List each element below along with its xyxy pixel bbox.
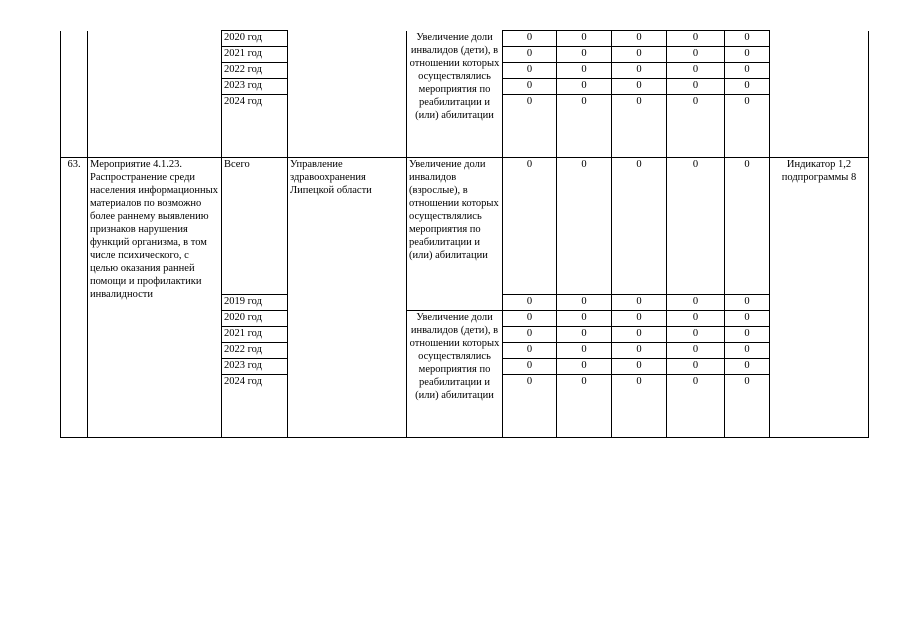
event-description: Мероприятие 4.1.23. Распространение среди населения информационных материалов по возможно более раннему выявлению признаков нарушения функций организма, в том числе психического, с целью оказания ранней помощи и профилактики инвалидности	[88, 158, 222, 438]
value-cell: 0	[612, 47, 667, 63]
value-cell: 0	[667, 47, 725, 63]
value-cell: 0	[503, 63, 557, 79]
table-row	[61, 158, 869, 295]
year-cell: 2024 год	[222, 95, 288, 158]
value-cell: 0	[725, 95, 770, 158]
value-cell: 0	[557, 327, 612, 343]
value-cell: 0	[725, 158, 770, 295]
value-cell: 0	[667, 311, 725, 327]
value-cell: 0	[667, 79, 725, 95]
indicator-adults: Увеличение доли инвалидов (взрослые), в отношении которых осуществлялись мероприятия по реабилитации и (или) абилитации	[407, 158, 503, 311]
value-cell: 0	[667, 375, 725, 438]
value-cell: 0	[503, 47, 557, 63]
value-cell: 0	[667, 359, 725, 375]
value-cell: 0	[725, 79, 770, 95]
value-cell: 0	[725, 63, 770, 79]
value-cell: 0	[612, 359, 667, 375]
value-cell: 0	[612, 343, 667, 359]
value-cell: 0	[667, 95, 725, 158]
value-cell: 0	[667, 63, 725, 79]
value-cell: 0	[612, 327, 667, 343]
indicator-children: Увеличение доли инвалидов (дети), в отношении которых осуществлялись мероприятия по реабилитации и (или) абилитации	[407, 311, 503, 438]
number-cell	[61, 31, 88, 158]
value-cell: 0	[612, 375, 667, 438]
value-cell: 0	[725, 47, 770, 63]
event-cell	[88, 31, 222, 158]
value-cell: 0	[667, 343, 725, 359]
value-cell: 0	[667, 158, 725, 295]
program-table	[60, 30, 869, 438]
value-cell: 0	[725, 295, 770, 311]
value-cell: 0	[725, 327, 770, 343]
target-cell	[770, 31, 869, 158]
value-cell: 0	[612, 158, 667, 295]
executor: Управление здравоохранения Липецкой области	[288, 158, 407, 438]
year-cell: 2022 год	[222, 343, 288, 359]
value-cell: 0	[725, 343, 770, 359]
value-cell: 0	[725, 359, 770, 375]
value-cell: 0	[667, 295, 725, 311]
year-cell: 2020 год	[222, 311, 288, 327]
year-cell: 2019 год	[222, 295, 288, 311]
value-cell: 0	[503, 327, 557, 343]
year-cell: 2022 год	[222, 63, 288, 79]
year-cell: 2021 год	[222, 327, 288, 343]
value-cell: 0	[612, 95, 667, 158]
year-cell: 2021 год	[222, 47, 288, 63]
value-cell: 0	[612, 311, 667, 327]
row-number: 63.	[61, 158, 88, 438]
total-label: Всего	[222, 158, 288, 295]
value-cell: 0	[557, 63, 612, 79]
executor-cell	[288, 31, 407, 158]
year-cell: 2023 год	[222, 359, 288, 375]
value-cell: 0	[557, 95, 612, 158]
value-cell: 0	[503, 343, 557, 359]
value-cell: 0	[503, 359, 557, 375]
value-cell: 0	[557, 158, 612, 295]
value-cell: 0	[612, 295, 667, 311]
value-cell: 0	[503, 295, 557, 311]
value-cell: 0	[503, 31, 557, 47]
value-cell: 0	[503, 79, 557, 95]
value-cell: 0	[503, 311, 557, 327]
value-cell: 0	[725, 375, 770, 438]
indicator-cell: Увеличение доли инвалидов (дети), в отношении которых осуществлялись мероприятия по реабилитации и (или) абилитации	[407, 31, 503, 158]
value-cell: 0	[557, 295, 612, 311]
year-cell: 2024 год	[222, 375, 288, 438]
value-cell: 0	[667, 327, 725, 343]
value-cell: 0	[612, 31, 667, 47]
value-cell: 0	[557, 343, 612, 359]
value-cell: 0	[612, 63, 667, 79]
value-cell: 0	[503, 95, 557, 158]
year-cell: 2023 год	[222, 79, 288, 95]
value-cell: 0	[557, 359, 612, 375]
value-cell: 0	[725, 311, 770, 327]
value-cell: 0	[612, 79, 667, 95]
value-cell: 0	[557, 31, 612, 47]
value-cell: 0	[503, 375, 557, 438]
value-cell: 0	[557, 311, 612, 327]
year-cell: 2020 год	[222, 31, 288, 47]
value-cell: 0	[725, 31, 770, 47]
value-cell: 0	[503, 158, 557, 295]
value-cell: 0	[667, 31, 725, 47]
value-cell: 0	[557, 375, 612, 438]
value-cell: 0	[557, 79, 612, 95]
target-indicator: Индикатор 1,2 подпрограммы 8	[770, 158, 869, 438]
value-cell: 0	[557, 47, 612, 63]
table-row	[61, 31, 869, 47]
